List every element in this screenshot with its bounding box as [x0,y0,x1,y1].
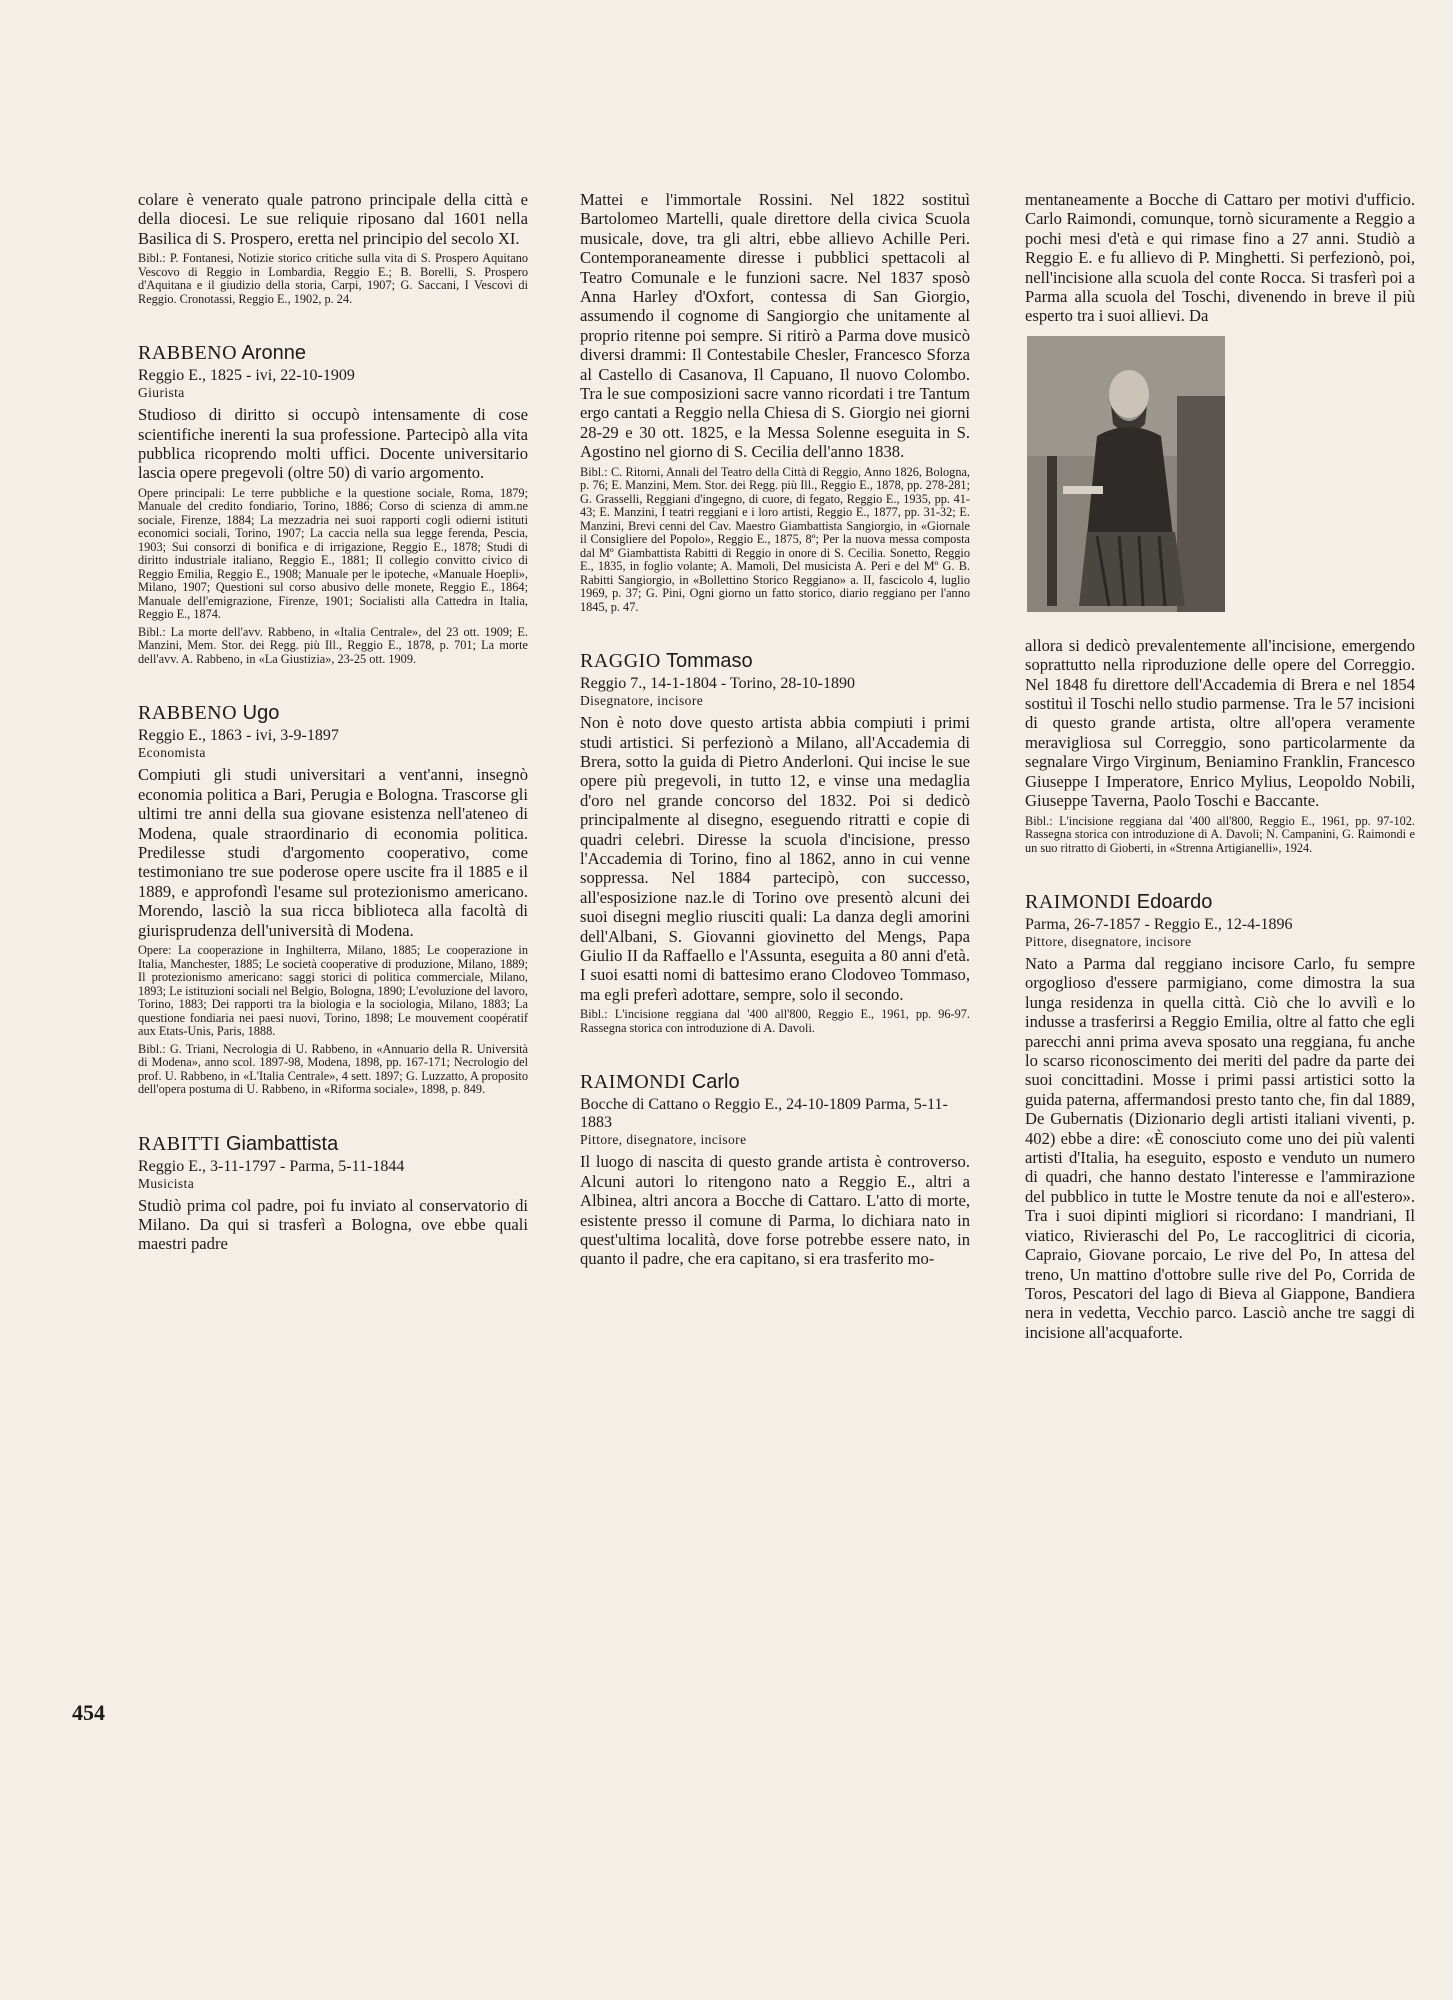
entry-bibliography: Bibl.: L'incisione reggiana dal '400 all'800, Reggio E., 1961, pp. 96-97. Rassegna storica con introduzione di A. Davoli. [580,1007,970,1035]
entry-dates: Reggio 7., 14-1-1804 - Torino, 28-10-1890 [580,675,855,693]
column-3 [1025,190,1415,1342]
entry-works: Opere principali: Le terre pubbliche e la questione sociale, Roma, 1879; Manuale del credito fondiario, Torino, 1886; Corso di scienza di amm.ne sociale, Firenze, 1884; La mezzadria nei suoi rapporti cogli odierni istituti economici sociali, Torino, 1907; La caccia nella sua legge ferenda, Pescia, 1903; Sui consorzi di bonifica e di irrigazione, Reggio E., 1878; Studi di diritto industriale italiano, Reggio E., 1881; Il collegio convitto civico di Reggio Emilia, Reggio E., 1908; Manuale per le ipoteche, «Manuale Hoepli», Milano, 1907; Questioni sul corso abusivo delle monete, Reggio E., 1864; Manuale dell'emigrazione, Firenze, 1901; Socialisti alla Cattedra in Italia, Reggio E., 1874. [138,485,528,622]
entry-surname: RABITTI [138,1132,221,1155]
column-2 [580,190,970,1269]
entry-given-name: Tommaso [665,650,753,673]
entry-role: Economista [138,745,206,761]
entry-role: Disegnatore, incisore [580,693,704,709]
entry-bibliography: Bibl.: G. Triani, Necrologia di U. Rabbeno, in «Annuario della R. Università di Modena», anno scol. 1897-98, Modena, 1898, pp. 167-171; Necrologio del prof. U. Rabbeno, in «L'Italia Centrale», 4 sett. 1897; G. Luzzatto, A proposito dell'opera postuma di U. Rabbeno, in «Riforma sociale», 1898, p. 849. [138,1041,528,1096]
entry-name [580,1071,970,1093]
entry-given-name: Edoardo [1136,891,1213,913]
entry-given-name: Carlo [691,1071,740,1094]
entry-rabbeno-ugo [138,702,528,1096]
entry-surname: RAIMONDI [580,1071,687,1094]
entry-dates: Parma, 26-7-1857 - Reggio E., 12-4-1896 [1025,916,1293,933]
entry-raimondi-edoardo [1025,891,1415,1342]
intro-text: colare è venerato quale patrono principale della città e della diocesi. Le sue reliquie riposano dal 1601 nella Basilica di S. Prospero, eretta nel principio del secolo XI. [138,190,528,248]
entry-surname: RAGGIO [580,650,661,673]
entry-text: Nato a Parma dal reggiano incisore Carlo, fu sempre orgoglioso d'essere parmigiano, come dimostra la sua lunga residenza in quella città. Ciò che lo avvilì e lo indusse a trasferirsi a Reggio Emilia, oltre al fatto che egli parecchi anni prima aveva sposato una reggiana, fu anche lo scarso riconoscimento dei meriti del padre da parte dei suoi concittadini. Mosse i primi passi artistici sotto la guida paterna, affermandosi presto tanto che, fin dal 1889, De Gubernatis (Dizionario degli artisti italiani viventi, p. 402) ebbe a dire: «È conosciuto come uno dei più valenti artisti d'Italia, ha eseguito, esposto e venduto un numero di quadri, che hanno destato l'interesse e l'ammirazione del pubblico in tutte le Mostre tenute da noi e all'estero». Tra i suoi dipinti migliori si ricordano: I mandriani, Il viatico, Rivieraschi del Po, Le raccoglitrici di cicoria, Capraio, Giovane porcaio, Le rive del Po, In attesa del treno, Un mattino d'ottobre sulle rive del Po, Corrida de Toros, Pescatori del lago di Bieva al Giappone, Bandiera nera in vedetta, Vecchio parco. Lasciò anche tre saggi di incisione all'acquaforte. [1025,954,1415,1342]
portrait-photo [1027,336,1225,612]
entry-dates: Reggio E., 1863 - ivi, 3-9-1897 [138,727,339,745]
page-number: 454 [72,1700,105,1725]
entry-raimondi-carlo [580,1071,970,1268]
entry-name [138,342,528,364]
bibliography: Bibl.: P. Fontanesi, Notizie storico critiche sulla vita di S. Prospero Aquitano Vescovo di Reggio in Lombardia, Reggio E.; B. Borelli, S. Prospero d'Aquitana e il giudizio della storia, Carpi, 1907; G. Saccani, I Vescovi di Reggio. Cronotassi, Reggio E., 1902, p. 24. [138,251,528,306]
entry-name [580,650,970,672]
continued-text: allora si dedicò prevalentemente all'incisione, emergendo soprattutto nella riproduzione delle opere del Correggio. Nel 1848 fu direttore dell'Accademia di Brera e nel 1854 sostituì il Toschi nello studio parmense. Tra le 57 incisioni di questo grande artista, oltre all'opera veramente meravigliosa sul Correggio, sono particolarmente da segnalare Virgo Virginum, Beniamino Franklin, Francesco Giuseppe I Imperatore, Enrico Mylius, Leopoldo Nobili, Giuseppe Taverna, Paolo Toschi e Baccante. [1025,635,1415,811]
entry-rabbeno-aronne [138,342,528,666]
entry-rabitti [138,1133,528,1254]
continued-text: mentaneamente a Bocche di Cattaro per motivi d'ufficio. Carlo Raimondi, comunque, tornò sicuramente a Reggio a pochi mesi d'età e qui rimase fino a 27 anni. Studiò a Reggio E. e fu allievo di P. Minghetti. Si perfezionò, poi, nell'incisione alla scuola del conte Rocca. Si trasferì poi a Parma alla scuola del Toschi, divenendo in breve il più esperto tra i suoi allievi. Da [1025,190,1415,326]
entry-name [138,702,528,724]
entry-given-name: Ugo [242,702,280,725]
entry-role: Musicista [138,1175,195,1191]
entry-dates: Bocche di Cattano o Reggio E., 24-10-1809 Parma, 5-11-1883 [580,1096,948,1132]
entry-text: Studiò prima col padre, poi fu inviato al conservatorio di Milano. Da qui si trasferì a Bologna, ove ebbe quali maestri padre [138,1195,528,1254]
entry-surname: RAIMONDI [1025,891,1132,913]
column-1 [138,190,528,1254]
entry-role: Pittore, disegnatore, incisore [580,1132,747,1148]
entry-raggio [580,650,970,1035]
entry-dates: Reggio E., 3-11-1797 - Parma, 5-11-1844 [138,1157,405,1175]
entry-dates: Reggio E., 1825 - ivi, 22-10-1909 [138,367,355,385]
entry-text: Compiuti gli studi universitari a vent'anni, insegnò economia politica a Bari, Perugia e Bologna. Trascorse gli ultimi tre anni della sua giovane esistenza nell'ateneo di Modena, quale straordinario di economia politica. Predilesse studi d'argomento cooperativo, come testimoniano tre sue poderose opere uscite fra il 1885 e il 1889, e approfondì l'esame sul protezionismo americano. Morendo, lasciò la sua ricca biblioteca alla facoltà di giurisprudenza dell'università di Modena. [138,765,528,940]
continued-text: Mattei e l'immortale Rossini. Nel 1822 sostituì Bartolomeo Martelli, quale direttore della civica Scuola musicale, dove, tra gli altri, ebbe allievo Achille Peri. Contemporaneamente diresse i pubblici spettacoli al Teatro Comunale e le funzioni sacre. Nel 1837 sposò Anna Harley d'Oxfort, contessa di San Giorgio, assumendo il cognome di Sangiorgio che unitamente al proprio ritenne poi sempre. Si ritirò a Parma dove musicò diversi drammi: Il Contestabile Chesler, Francesco Sforza al Castello di Casanova, Il Capuano, Il nuovo Colombo. Tra le sue composizioni sacre vanno ricordati i tre Tantum ergo cantati a Reggio nella Chiesa di S. Giorgio nei giorni 28-29 e 30 ott. 1825, e la Messa Solenne eseguita in S. Agostino nel giorno di S. Cecilia dell'anno 1838. [580,190,970,462]
entry-given-name: Giambattista [225,1132,339,1155]
bibliography: Bibl.: L'incisione reggiana dal '400 all'800, Reggio E., 1961, pp. 97-102. Rassegna storica con introduzione di A. Davoli; N. Campanini, G. Raimondi e un suo ritratto di Gioberti, in «Strenna Artigianelli», 1924. [1025,813,1415,855]
entry-name [1025,891,1415,913]
entry-role: Pittore, disegnatore, incisore [1025,934,1192,949]
entry-surname: RABBENO [138,342,238,365]
entry-given-name: Aronne [241,342,307,365]
bibliography: Bibl.: C. Ritorni, Annali del Teatro della Città di Reggio, Anno 1826, Bologna, p. 76; E. Manzini, Mem. Stor. dei Regg. più Ill., Reggio E., 1878, pp. 278-281; G. Grasselli, Reggiani d'ingegno, di cuore, di fegato, Reggio E., 1935, pp. 41-43; E. Manzini, I teatri reggiani e i loro artisti, Reggio E., 1877, pp. 31-32; E. Manzini, Brevi cenni del Cav. Maestro Giambattista Sangiorgio, in «Giornale il Consigliere del Popolo», Reggio E., 1875, 8º; Per la nuova messa composta dal Mº Giambattista Rabitti di Reggio in onore di S. Cecilia. Sonetto, Reggio E., 1835, in foglio volante; A. Mamoli, Del musicista A. Peri e del Mº G. B. Rabitti Sangiorgio, in «Bollettino Storico Reggiano» a. II, fascicolo 4, luglio 1969, p. 37; G. Pini, Ogni giorno un fatto storico, diario reggiano per l'anno 1845, p. 47. [580,464,970,614]
entry-role: Giurista [138,385,185,401]
portrait-image [1027,336,1225,612]
entry-name [138,1133,528,1155]
entry-text: Non è noto dove questo artista abbia compiuti i primi studi artistici. Si perfezionò a Milano, all'Accademia di Brera, sotto la guida di Pietro Anderloni. Qui incise le sue opere più pregevoli, in tutto 12, e vinse una medaglia d'oro nel grande concorso del 1832. Poi si dedicò principalmente al disegno, eseguendo ritratti e copie di quadri celebri. Diresse la scuola d'incisione, presso l'Accademia di Torino, fino al 1862, anno in cui venne soppressa. Nel 1884 partecipò, con successo, all'esposizione naz.le di Torino ove presentò alcuni dei suoi disegni meglio riusciti quali: La danza degli amorini dell'Albani, S. Giovanni giovinetto del Mengs, Papa Giulio II da Raffaello e l'Assunta, eseguita a 80 anni d'età. I suoi esatti nomi di battesimo erano Clodoveo Tommaso, ma egli preferì adottare, sempre, solo il secondo. [580,713,970,1004]
entry-surname: RABBENO [138,702,238,725]
entry-works: Opere: La cooperazione in Inghilterra, Milano, 1885; Le cooperazione in Italia, Manchester, 1885; Le società cooperative di produzione, Milano, 1889; Il protezionismo americano: saggi storici di politica commerciale, Milano, 1893; Le istituzioni sociali nel Belgio, Bologna, 1890; L'evoluzione del lavoro, Torino, 1883; Dei rapporti tra la biologia e la sociologia, Milano, 1883; La questione fondiaria nei paesi nuovi, Torino, 1898; Le mouvement coopératif aux Etats-Unis, Paris, 1888. [138,943,528,1038]
entry-text: Studioso di diritto si occupò intensamente di cose scientifiche inerenti la sua professione. Partecipò alla vita pubblica ricoprendo molti uffici. Docente universitario lascia opere pregevoli (oltre 50) di vario argomento. [138,405,528,483]
entry-text: Il luogo di nascita di questo grande artista è controverso. Alcuni autori lo ritengono nato a Reggio E., altri a Albinea, altri ancora a Bocche di Cattaro. L'atto di morte, esistente presso il comune di Parma, lo dichiara nato in quest'ultima località, dove forse potrebbe essere nato, in quanto il padre, che era capitano, si era trasferito mo- [580,1152,970,1269]
entry-bibliography: Bibl.: La morte dell'avv. Rabbeno, in «Italia Centrale», del 23 ott. 1909; E. Manzini, Mem. Stor. dei Regg. più Ill., Reggio E., 1878, p. 701; La morte dell'avv. A. Rabbeno, in «La Giustizia», 23-25 ott. 1909. [138,624,528,666]
